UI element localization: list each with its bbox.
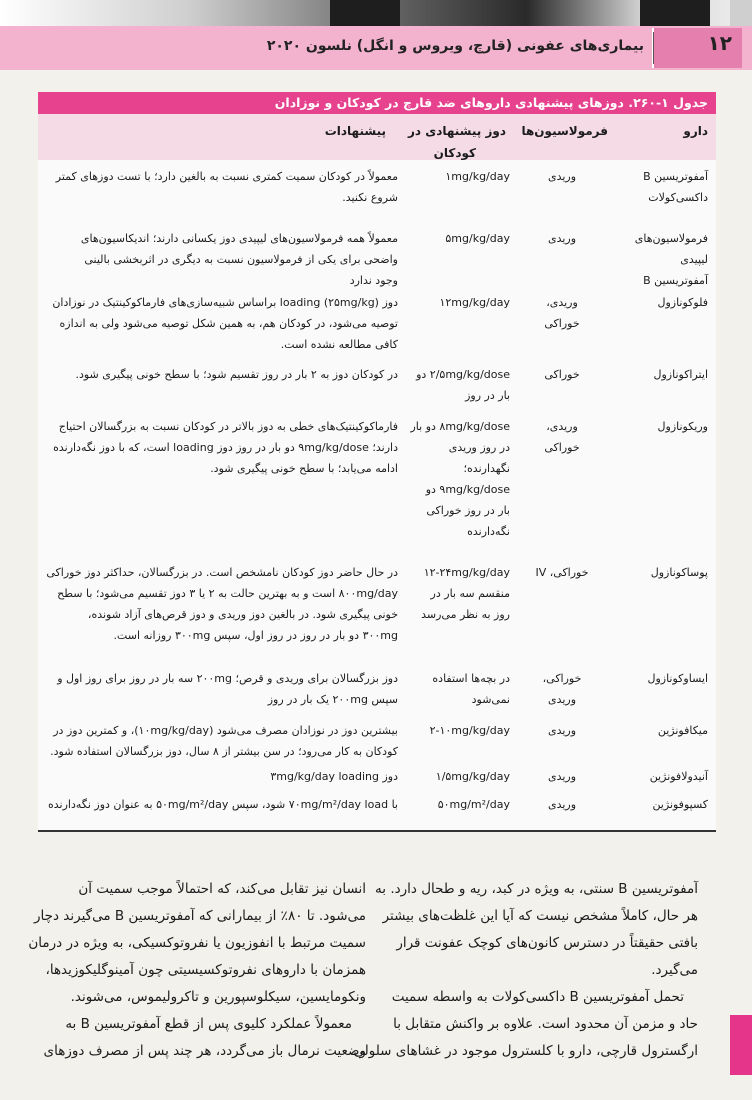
paragraph-line: انسان نیز تقابل می‌کند، که احتمالاً موجب سمیت آن bbox=[78, 881, 366, 897]
header-formulation: فرمولاسیون‌ها bbox=[521, 124, 608, 138]
formulation-cell bbox=[512, 794, 612, 815]
paragraph-line: آمفوتریسین B سنتی، به ویژه در کبد، ریه و طحال دارد. به bbox=[375, 881, 698, 897]
drug-cell-line: فرمولاسیون‌های bbox=[634, 232, 708, 245]
drug-cell-line: میکافونژین bbox=[657, 724, 708, 737]
drug-cell bbox=[616, 292, 708, 313]
recommendation-cell-line: با ۷۰mg/m²/day load شود، سپس ۵۰mg/m²/day به عنوان دوز نگه‌دارنده bbox=[48, 798, 398, 811]
body-column-right bbox=[353, 876, 698, 1065]
header-dose-line1: دوز پیشنهادی در bbox=[407, 124, 506, 138]
recommendation-cell-line: وجود ندارد bbox=[349, 274, 398, 287]
recommendation-cell-line: سپس ۲۰۰mg یک بار در روز bbox=[267, 693, 398, 706]
paragraph-line: می‌شود. تا ۸۰٪ از بیمارانی که آمفوتریسین B می‌گیرند دچار bbox=[34, 908, 366, 924]
recommendation-cell-line: فارماکوکینتیک‌های خطی به دوز بالاتر در کودکان نسبت به بزرگسالان احتیاج bbox=[58, 420, 398, 433]
drug-cell bbox=[616, 228, 708, 291]
recommendation-cell-line: ۳۰۰mg دو بار در روز در روز اول، سپس ۳۰۰mg روزانه است. bbox=[113, 629, 398, 642]
paragraph-line: هر حال، کاملاً مشخص نیست که آیا این غلظت‌های بیشتر bbox=[382, 908, 698, 924]
recommendation-cell-line: معمولاً در کودکان سمیت کمتری نسبت به بالغین دارد؛ با تست دوزهای کمتر bbox=[55, 170, 398, 183]
recommendation-cell-line: دوز بزرگسالان برای وریدی و قرص؛ ۲۰۰mg سه بار در روز برای روز اول و bbox=[57, 672, 398, 685]
header-dose-line2: کودکان bbox=[433, 146, 476, 160]
formulation-cell bbox=[512, 292, 612, 334]
recommendation-cell-line: دوز loading (۲۵mg/kg) براساس شبیه‌سازی‌های فارماکوکینتیک در نوزادان bbox=[52, 296, 398, 309]
formulation-cell-line: وریدی، bbox=[546, 420, 578, 433]
paragraph-line: ونکومایسین، سیکلوسپورین و تاکرولیموس، می‌شوند. bbox=[70, 989, 366, 1005]
formulation-cell bbox=[512, 766, 612, 787]
recommendation-cell bbox=[44, 228, 398, 291]
recommendation-cell-line: دارند؛ ۹mg/kg/dose دو بار در روز دوز loading است، که با دوز نگه‌دارنده bbox=[53, 441, 398, 454]
recommendation-cell-line: توصیه می‌شود، در کودکان هم، به همین شکل توصیه می‌شود ولی به اندازه bbox=[59, 317, 398, 330]
dose-cell-line: نگه‌دارنده bbox=[467, 525, 510, 538]
formulation-cell-line: خوراکی bbox=[544, 368, 580, 381]
drug-cell bbox=[616, 794, 708, 815]
recommendation-cell-line: ادامه می‌یابد؛ با سطح خونی پیگیری شود. bbox=[210, 462, 398, 475]
recommendation-cell bbox=[44, 766, 398, 787]
recommendation-cell-line: در حال حاضر دوز کودکان نامشخص است. در بزرگسالان، حداکثر دوز خوراکی bbox=[46, 566, 398, 579]
book-title: بیماری‌های عفونی (قارچ، ویروس و انگل) نلسون ۲۰۲۰ bbox=[266, 38, 644, 54]
formulation-cell-line: خوراکی، IV bbox=[535, 566, 589, 579]
page-header bbox=[0, 26, 752, 70]
table-header bbox=[38, 114, 716, 160]
paragraph-line: ارگسترول قارچی، دارو با کلسترول موجود در غشاهای سلولی bbox=[353, 1043, 698, 1059]
top-decorative-strip bbox=[0, 0, 752, 26]
formulation-cell-line: وریدی bbox=[547, 770, 577, 783]
dose-cell-line: ۲-۱۰mg/kg/day bbox=[429, 724, 510, 737]
drug-cell bbox=[616, 766, 708, 787]
formulation-cell bbox=[512, 562, 612, 583]
recommendation-cell bbox=[44, 166, 398, 208]
dose-cell bbox=[404, 166, 510, 187]
formulation-cell-line: وریدی bbox=[547, 170, 577, 183]
dose-cell-line: ۱mg/kg/day bbox=[445, 170, 510, 183]
header-drug: دارو bbox=[683, 124, 708, 138]
paragraph-line: همزمان با داروهای نفروتوکسیسیتی چون آمینوگلیکوزیدها، bbox=[45, 962, 366, 978]
recommendation-cell-line: در کودکان دوز به ۲ بار در روز تقسیم شود؛ با سطح خونی پیگیری شود. bbox=[75, 368, 398, 381]
drug-cell-line: ایساوکونازول bbox=[647, 672, 708, 685]
dose-cell-line: ۱۲mg/kg/day bbox=[439, 296, 510, 309]
dose-cell bbox=[404, 416, 510, 542]
paragraph-line: می‌گیرد. bbox=[651, 962, 698, 978]
formulation-cell bbox=[512, 720, 612, 741]
formulation-cell bbox=[512, 166, 612, 187]
dose-cell bbox=[404, 364, 510, 406]
header-separator bbox=[653, 32, 654, 64]
dose-cell bbox=[404, 292, 510, 313]
page-number: ۱۲ bbox=[707, 31, 732, 55]
dose-cell-line: ۱/۵mg/kg/day bbox=[435, 770, 510, 783]
dose-cell-line: ۵mg/kg/day bbox=[445, 232, 510, 245]
recommendation-cell-line: دوز ۳mg/kg/day loading bbox=[270, 770, 398, 783]
formulation-cell-line: وریدی، bbox=[546, 296, 578, 309]
dose-cell-line: ۵۰mg/m²/day bbox=[437, 798, 510, 811]
recommendation-cell-line: معمولاً همه فرمولاسیون‌های لیپیدی دوز یکسانی دارند؛ اندیکاسیون‌های bbox=[80, 232, 398, 245]
recommendation-cell bbox=[44, 562, 398, 646]
drug-cell-line: ایتراکونازول bbox=[653, 368, 708, 381]
formulation-cell-line: خوراکی bbox=[544, 441, 580, 454]
drug-cell-line: وریکونازول bbox=[657, 420, 708, 433]
formulation-cell-line: خوراکی bbox=[544, 317, 580, 330]
dose-cell-line: ۲/۵mg/kg/dose دو bbox=[416, 368, 510, 381]
body-column-left bbox=[28, 876, 366, 1065]
recommendation-cell-line: واضحی برای یکی از فرمولاسیون نسبت به دیگری در اثربخشی بالینی bbox=[84, 253, 398, 266]
drug-cell-line: آمفوتریسین B bbox=[643, 170, 708, 183]
dose-cell bbox=[404, 228, 510, 249]
paragraph-line: وضعیت نرمال باز می‌گردد، هر چند پس از مصرف دوزهای bbox=[43, 1043, 366, 1059]
formulation-cell-line: وریدی bbox=[547, 798, 577, 811]
drug-cell bbox=[616, 562, 708, 583]
table-caption: جدول ۱-۲۶۰. دوزهای پیشنهادی داروهای ضد قارچ در کودکان و نوزادان bbox=[38, 92, 716, 114]
dose-cell-line: نمی‌شود bbox=[471, 693, 510, 706]
dose-cell-line: نگهدارنده؛ bbox=[463, 462, 510, 475]
paragraph-line: تحمل آمفوتریسین B داکسی‌کولات به واسطه سمیت bbox=[391, 989, 684, 1005]
dose-cell-line: منقسم سه بار در bbox=[430, 587, 510, 600]
drug-cell bbox=[616, 364, 708, 385]
dose-cell-line: روز به نظر می‌رسد bbox=[421, 608, 510, 621]
dose-cell bbox=[404, 720, 510, 741]
formulation-cell bbox=[512, 416, 612, 458]
drug-cell bbox=[616, 720, 708, 741]
recommendation-cell-line: کافی مطالعه نشده است. bbox=[280, 338, 398, 351]
dose-cell bbox=[404, 562, 510, 625]
formulation-cell bbox=[512, 668, 612, 710]
table-bottom-rule bbox=[38, 830, 716, 832]
dose-cell bbox=[404, 668, 510, 710]
formulation-cell-line: وریدی bbox=[547, 232, 577, 245]
recommendation-cell bbox=[44, 720, 398, 762]
drug-cell-line: پوساکونازول bbox=[650, 566, 708, 579]
drug-cell-line: کسپوفونژین bbox=[652, 798, 708, 811]
paragraph-line: سمیت مرتبط با انفوزیون یا نفروتوکسیکی، به ویژه در درمان bbox=[28, 935, 366, 951]
formulation-cell-line: خوراکی، bbox=[542, 672, 582, 685]
recommendation-cell bbox=[44, 292, 398, 355]
recommendation-cell-line: بیشترین دوز در نوزادان مصرف می‌شود (۱۰mg/kg/day)، و کمترین دوز در bbox=[53, 724, 398, 737]
paragraph-line: حاد و مزمن آن محدود است. علاوه بر واکنش متقابل با bbox=[393, 1016, 698, 1032]
recommendation-cell-line: خونی پیگیری شود. در بالغین دوز وریدی و دوز قرص‌های آزاد شونده، bbox=[87, 608, 398, 621]
recommendation-cell bbox=[44, 668, 398, 710]
recommendation-cell bbox=[44, 416, 398, 479]
drug-cell-line: داکسی‌کولات bbox=[648, 191, 708, 204]
drug-cell bbox=[616, 668, 708, 689]
antifungal-dose-table bbox=[38, 92, 716, 830]
dose-cell-line: در بچه‌ها استفاده bbox=[432, 672, 510, 685]
dose-cell-line: ۸mg/kg/dose دو بار bbox=[410, 420, 510, 433]
drug-cell-line: لیپیدی bbox=[680, 253, 708, 266]
drug-cell-line: آنیدولافونژین bbox=[649, 770, 708, 783]
recommendation-cell-line: کودکان به کار می‌رود؛ در سن بیشتر از ۸ سال، دوز بزرگسالان استفاده شود. bbox=[50, 745, 398, 758]
dose-cell-line: بار در روز bbox=[465, 389, 510, 402]
formulation-cell bbox=[512, 364, 612, 385]
formulation-cell bbox=[512, 228, 612, 249]
edge-tab-bottom bbox=[730, 1015, 752, 1075]
recommendation-cell-line: ۸۰۰mg/day است و به بهترین حالت به ۲ یا ۳ دوز تقسیم می‌شود؛ با سطح bbox=[57, 587, 398, 600]
formulation-cell-line: وریدی bbox=[547, 724, 577, 737]
recommendation-cell-line: شروع نکنید. bbox=[342, 191, 398, 204]
dose-cell bbox=[404, 794, 510, 815]
paragraph-line: بافتی حقیقتاً در دسترس کانون‌های کوچک عفونت قرار bbox=[396, 935, 698, 951]
drug-cell bbox=[616, 166, 708, 208]
header-recommendations: پیشنهادات bbox=[324, 124, 386, 138]
edge-tab-top bbox=[730, 0, 752, 26]
dose-cell bbox=[404, 766, 510, 787]
dose-cell-line: در روز وریدی bbox=[448, 441, 510, 454]
drug-cell-line: آمفوتریسین B bbox=[643, 274, 708, 287]
dose-cell-line: ۹mg/kg/dose دو bbox=[425, 483, 510, 496]
drug-cell-line: فلوکونازول bbox=[657, 296, 708, 309]
paragraph-line: معمولاً عملکرد کلیوی پس از قطع آمفوتریسین B به bbox=[65, 1016, 352, 1032]
recommendation-cell bbox=[44, 364, 398, 385]
dose-cell-line: ۱۲-۲۴mg/kg/day bbox=[423, 566, 510, 579]
drug-cell bbox=[616, 416, 708, 437]
formulation-cell-line: وریدی bbox=[547, 693, 577, 706]
dose-cell-line: بار در روز خوراکی bbox=[426, 504, 510, 517]
recommendation-cell bbox=[44, 794, 398, 815]
